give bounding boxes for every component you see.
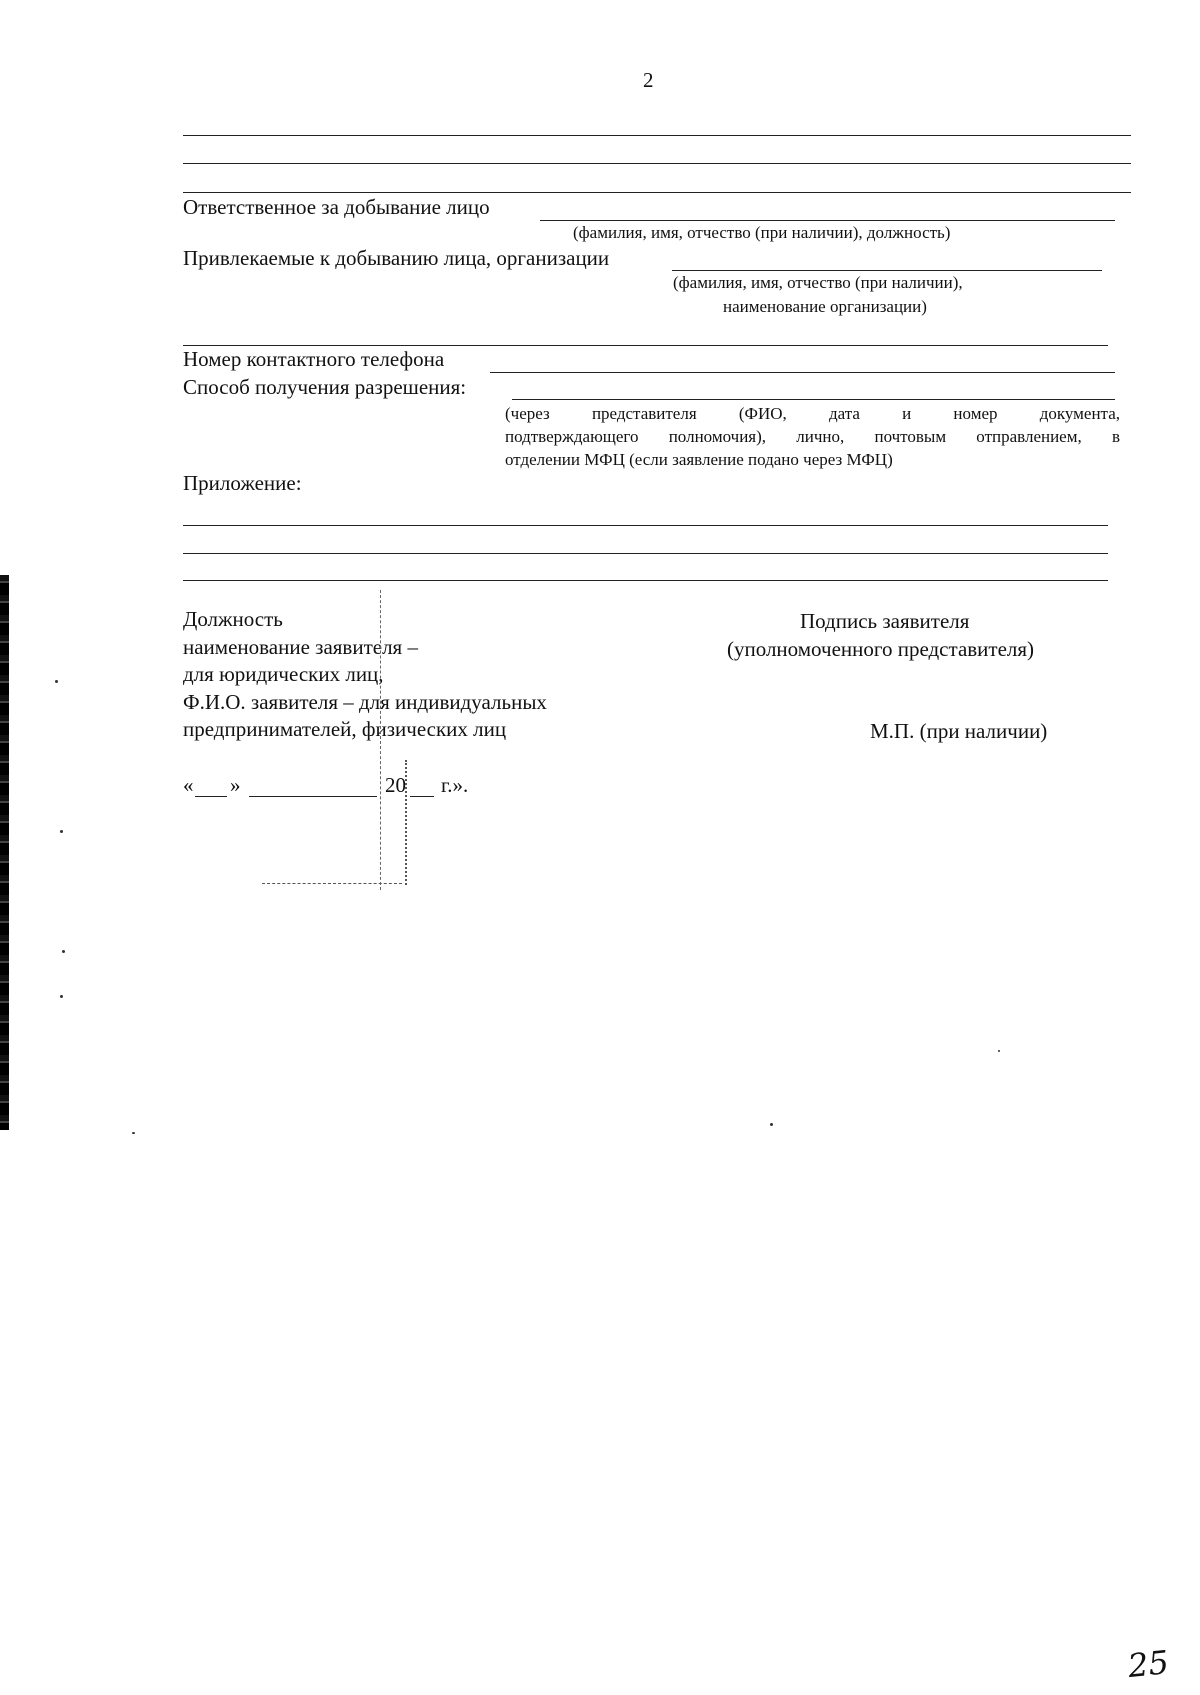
date-year-field[interactable]: [410, 796, 434, 797]
applicant-line-1: Должность: [183, 607, 283, 631]
page-number: 2: [643, 68, 654, 92]
date-suffix: г.».: [441, 773, 469, 797]
involved-parties-field[interactable]: [672, 270, 1102, 271]
responsible-person-hint: (фамилия, имя, отчество (при наличии), должность): [573, 223, 951, 242]
permit-delivery-hint-1: (через представителя (ФИО, дата и номер документа,: [505, 404, 1120, 423]
permit-delivery-hint-2: подтверждающего полномочия), лично, почтовым отправлением, в: [505, 427, 1120, 446]
applicant-line-2: наименование заявителя –: [183, 635, 418, 659]
stamp-artifact-horizontal: [262, 883, 402, 884]
blank-line: [183, 163, 1131, 164]
applicant-line-5: предпринимателей, физических лиц: [183, 717, 507, 741]
responsible-person-field[interactable]: [540, 220, 1115, 221]
scan-speck: [60, 995, 63, 998]
blank-line: [183, 135, 1131, 136]
scan-speck: [62, 950, 65, 953]
attachment-line-1[interactable]: [183, 525, 1108, 526]
permit-delivery-hint-3: отделении МФЦ (если заявление подано через МФЦ): [505, 450, 893, 469]
attachment-label: Приложение:: [183, 471, 302, 495]
attachment-line-3[interactable]: [183, 580, 1108, 581]
stamp-artifact-vertical: [380, 590, 382, 890]
involved-parties-hint-1: (фамилия, имя, отчество (при наличии),: [673, 273, 963, 292]
contact-phone-field[interactable]: [490, 372, 1115, 373]
permit-delivery-field[interactable]: [512, 399, 1115, 400]
permit-delivery-hint: [505, 402, 1120, 471]
signature-label: Подпись заявителя: [800, 609, 970, 633]
handwritten-page-mark: 25: [1126, 1642, 1171, 1686]
applicant-line-4: Ф.И.О. заявителя – для индивидуальных: [183, 690, 547, 714]
date-open-quote: «: [183, 773, 194, 797]
stamp-artifact-vertical-2: [405, 760, 408, 885]
permit-delivery-label: Способ получения разрешения:: [183, 375, 467, 399]
scan-speck: [60, 830, 63, 833]
date-day-field[interactable]: [195, 796, 227, 797]
contact-phone-label: Номер контактного телефона: [183, 347, 445, 371]
involved-parties-hint-2: наименование организации): [723, 297, 927, 316]
responsible-person-label: Ответственное за добывание лицо: [183, 195, 490, 219]
stamp-label: М.П. (при наличии): [870, 719, 1048, 743]
blank-line: [183, 192, 1131, 193]
scan-speck: [132, 1132, 135, 1134]
date-close-quote: »: [230, 773, 241, 797]
applicant-line-3: для юридических лиц,: [183, 662, 384, 686]
scan-speck: [770, 1123, 773, 1126]
scan-speck: [998, 1050, 1000, 1052]
involved-parties-extra-line[interactable]: [183, 345, 1108, 346]
date-year-prefix: 20: [385, 773, 406, 797]
attachment-line-2[interactable]: [183, 553, 1108, 554]
date-month-field[interactable]: [249, 796, 377, 797]
involved-parties-label: Привлекаемые к добыванию лица, организации: [183, 246, 610, 270]
signature-sublabel: (уполномоченного представителя): [727, 637, 1035, 661]
scan-speck: [55, 680, 58, 683]
scan-edge-artifact: [0, 575, 9, 1130]
